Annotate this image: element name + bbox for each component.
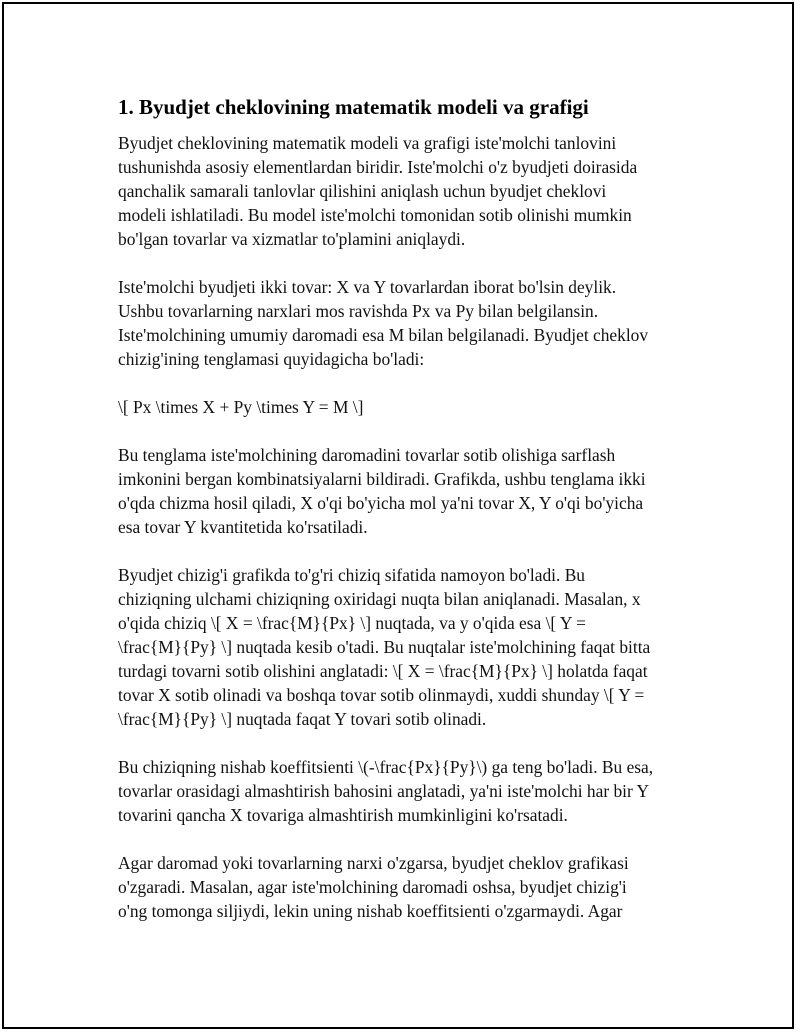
- text-line: modeli ishlatiladi. Bu model iste'molchi tomonidan sotib olinishi mumkin: [118, 205, 632, 225]
- equation-line: \[ Px \times X + Py \times Y = M \]: [118, 397, 364, 417]
- text-line: bo'lgan tovarlar va xizmatlar to'plamini aniqlaydi.: [118, 229, 466, 249]
- paragraph-equation: [118, 395, 698, 419]
- text-line: turdagi tovarni sotib olishini anglatadi: \[ X = \frac{M}{Px} \] holatda faqat: [118, 661, 648, 681]
- text-line: Bu chiziqning nishab koeffitsienti \(-\frac{Px}{Py}\) ga teng bo'ladi. Bu esa,: [118, 757, 654, 777]
- section-heading: 1. Byudjet cheklovining matematik modeli va grafigi: [118, 95, 589, 119]
- paragraph-intro: [118, 131, 698, 251]
- text-line: Byudjet chizig'i grafikda to'g'ri chiziq sifatida namoyon bo'ladi. Bu: [118, 565, 585, 585]
- paragraph-budget-line-graph: [118, 563, 698, 731]
- paragraph-slope: [118, 755, 698, 827]
- text-line: tovarlar orasidagi almashtirish bahosini anglatadi, ya'ni iste'molchi har bir Y: [118, 781, 650, 801]
- text-line: o'zgaradi. Masalan, agar iste'molchining daromadi oshsa, byudjet chizig'i: [118, 877, 627, 897]
- text-line: o'qda chizma hosil qiladi, X o'qi bo'yicha mol ya'ni tovar X, Y o'qi bo'yicha: [118, 493, 644, 513]
- text-line: tushunishda asosiy elementlardan biridir. Iste'molchi o'z byudjeti doirasida: [118, 157, 638, 177]
- text-line: tovar X sotib olinadi va boshqa tovar sotib olinmaydi, xuddi shunday \[ Y =: [118, 685, 645, 705]
- text-line: qanchalik samarali tanlovlar qilishini aniqlash uchun byudjet cheklovi: [118, 181, 607, 201]
- text-line: Byudjet cheklovining matematik modeli va grafigi iste'molchi tanlovini: [118, 133, 617, 153]
- paragraph-budget-setup: [118, 275, 698, 371]
- text-line: tovarini qancha X tovariga almashtirish mumkinligini ko'rsatadi.: [118, 805, 568, 825]
- paragraph-changes: [118, 851, 698, 923]
- text-line: imkonini bergan kombinatsiyalarni bildiradi. Grafikda, ushbu tenglama ikki: [118, 469, 646, 489]
- text-line: chiziqning ulchami chiziqning oxiridagi nuqta bilan aniqlanadi. Masalan, x: [118, 589, 641, 609]
- paragraph-equation-meaning: [118, 443, 698, 539]
- text-line: o'qida chiziq \[ X = \frac{M}{Px} \] nuqtada, va y o'qida esa \[ Y =: [118, 613, 586, 633]
- text-line: o'ng tomonga siljiydi, lekin uning nishab koeffitsienti o'zgarmaydi. Agar: [118, 901, 623, 921]
- text-line: Bu tenglama iste'molchining daromadini tovarlar sotib olishiga sarflash: [118, 445, 616, 465]
- text-line: Iste'molchi byudjeti ikki tovar: X va Y tovarlardan iborat bo'lsin deylik.: [118, 277, 617, 297]
- text-line: esa tovar Y kvantitetida ko'rsatiladi.: [118, 517, 368, 537]
- text-line: Ushbu tovarlarning narxlari mos ravishda Px va Py bilan belgilansin.: [118, 301, 599, 321]
- text-line: \frac{M}{Py} \] nuqtada kesib o'tadi. Bu nuqtalar iste'molchining faqat bitta: [118, 637, 651, 657]
- text-line: \frac{M}{Py} \] nuqtada faqat Y tovari sotib olinadi.: [118, 709, 487, 729]
- text-line: Iste'molchining umumiy daromadi esa M bilan belgilanadi. Byudjet cheklov: [118, 325, 649, 345]
- text-line: chizig'ining tenglamasi quyidagicha bo'ladi:: [118, 349, 425, 369]
- text-line: Agar daromad yoki tovarlarning narxi o'zgarsa, byudjet cheklov grafikasi: [118, 853, 629, 873]
- document-body: [118, 93, 698, 947]
